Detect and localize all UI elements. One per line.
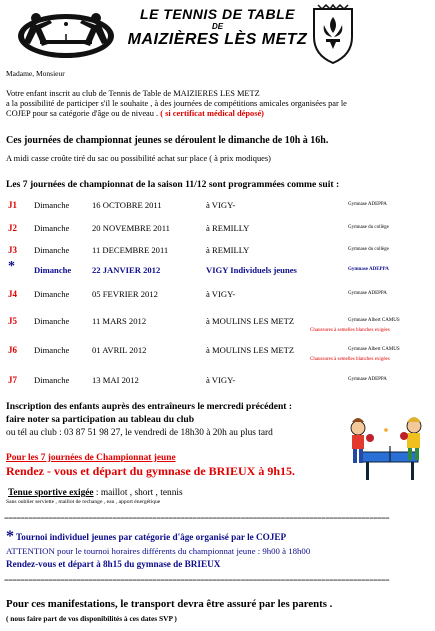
journee-gym: Gymnase ADEPPA bbox=[348, 291, 387, 296]
journee-gym: Gymnase Albert CAMUS bbox=[348, 347, 400, 352]
journee-day: Dimanche bbox=[34, 289, 70, 299]
journee-place: à VIGY- bbox=[206, 375, 236, 385]
journee-day: Dimanche bbox=[34, 265, 72, 275]
program-title: Les 7 journées de championnat de la saison 11/12 sont programmées comme suit : bbox=[6, 179, 340, 190]
star-marker: * bbox=[8, 259, 15, 274]
tournoi-star: * bbox=[6, 528, 14, 545]
journee-number: J7 bbox=[8, 375, 17, 385]
journee-number: J4 bbox=[8, 289, 17, 299]
town-crest-icon bbox=[310, 3, 356, 65]
header-town: MAIZIÈRES LÈS METZ bbox=[127, 31, 308, 48]
schedule-row bbox=[0, 345, 435, 365]
club-logo bbox=[10, 4, 122, 64]
kids-ping-pong-illustration bbox=[344, 408, 430, 488]
journee-place: à MOULINS LES METZ bbox=[206, 345, 295, 355]
journee-gym: Gymnase du collège bbox=[348, 225, 389, 230]
journee-gym: Gymnase Albert CAMUS bbox=[348, 318, 400, 323]
inscription-line1: Inscription des enfants auprès des entraîneurs le mercredi précédent : bbox=[6, 401, 293, 412]
schedule-row bbox=[0, 289, 435, 301]
tenue-line2: Sans oublier serviette , maillot de rechange , eau , apport énergétique bbox=[6, 499, 161, 505]
tenue-label: Tenue sportive exigée bbox=[8, 488, 94, 498]
schedule-row bbox=[0, 200, 435, 212]
journee-number: J6 bbox=[8, 345, 17, 355]
tenue-line bbox=[8, 488, 183, 498]
separator-top: ================================================================================================ bbox=[4, 514, 390, 523]
journee-place: à VIGY- bbox=[206, 200, 236, 210]
intro-line3 bbox=[6, 109, 264, 119]
journee-date: 13 MAI 2012 bbox=[92, 375, 139, 385]
journee-day: Dimanche bbox=[34, 200, 70, 210]
shoes-note: Chaussures à semelles blanches exigées bbox=[310, 328, 390, 333]
journee-number: J1 bbox=[8, 200, 17, 210]
journee-place: à VIGY- bbox=[206, 289, 236, 299]
journee-date: 01 AVRIL 2012 bbox=[92, 345, 147, 355]
journee-date: 20 NOVEMBRE 2011 bbox=[92, 223, 170, 233]
tournoi-line3: Rendez-vous et départ à 8h15 du gymnase de BRIEUX bbox=[6, 559, 221, 569]
journee-date: 11 MARS 2012 bbox=[92, 316, 147, 326]
header-title: LE TENNIS DE TABLE bbox=[140, 6, 295, 22]
journee-gym: Gymnase ADEPPA bbox=[348, 377, 387, 382]
medical-certificate-note: ( si certificat médical déposé) bbox=[160, 109, 264, 118]
journee-day: Dimanche bbox=[34, 316, 70, 326]
journee-day: Dimanche bbox=[34, 345, 70, 355]
journee-gym: Gymnase ADEPPA bbox=[348, 202, 387, 207]
schedule-row bbox=[0, 375, 435, 387]
tournoi-line1: Tournoi individuel jeunes par catégorie d'âge organisé par le COJEP bbox=[16, 532, 287, 542]
sunday-info: Ces journées de championnat jeunes se déroulent le dimanche de 10h à 16h. bbox=[6, 135, 329, 146]
availability-note: ( nous faire part de vos disponibilités à ces dates SVP ) bbox=[6, 614, 177, 623]
schedule-row-individuals bbox=[0, 259, 435, 277]
journee-date: 05 FEVRIER 2012 bbox=[92, 289, 158, 299]
journee-gym: Gymnase ADEPPA bbox=[348, 267, 389, 272]
intro-line3-text: COJEP pour sa catégorie d'âge ou de niveau . bbox=[6, 109, 161, 118]
club-header bbox=[120, 6, 315, 49]
tournoi-line2: ATTENTION pour le tournoi horaires différents du championnat jeune : 9h00 à 18h00 bbox=[6, 546, 311, 556]
journee-number: J5 bbox=[8, 316, 17, 326]
schedule-row bbox=[0, 223, 435, 235]
journee-place: à REMILLY bbox=[206, 223, 250, 233]
journee-date: 16 OCTOBRE 2011 bbox=[92, 200, 162, 210]
intro-line2: a la possibilité de participer s'il le souhaite , à des journées de compétitions amicales organisées par le bbox=[6, 99, 347, 108]
journee-gym: Gymnase du collège bbox=[348, 247, 389, 252]
journee-date: 22 JANVIER 2012 bbox=[92, 265, 161, 275]
rdv-line1: Pour les 7 journées de Championnat jeune bbox=[6, 453, 176, 463]
journee-place: à MOULINS LES METZ bbox=[206, 316, 295, 326]
transport-note: Pour ces manifestations, le transport devra être assuré par les parents . bbox=[6, 598, 333, 610]
schedule-row bbox=[0, 245, 435, 257]
journee-day: Dimanche bbox=[34, 375, 70, 385]
inscription-line2: faire noter sa participation au tableau du club bbox=[6, 414, 195, 425]
lunch-info: A midi casse croûte tiré du sac ou possibilité achat sur place ( à prix modiques) bbox=[6, 154, 271, 163]
separator-bottom: ================================================================================================ bbox=[4, 576, 390, 585]
salutation: Madame, Monsieur bbox=[6, 69, 65, 78]
journee-day: Dimanche bbox=[34, 223, 70, 233]
journee-date: 11 DECEMBRE 2011 bbox=[92, 245, 169, 255]
tenue-items: : maillot , short , tennis bbox=[93, 488, 183, 498]
journee-day: Dimanche bbox=[34, 245, 70, 255]
journee-place: VIGY Individuels jeunes bbox=[206, 265, 297, 275]
journee-number: J2 bbox=[8, 223, 17, 233]
journee-number: J3 bbox=[8, 245, 17, 255]
rdv-line2: Rendez - vous et départ du gymnase de BRIEUX à 9h15. bbox=[6, 464, 296, 478]
intro-line1: Votre enfant inscrit au club de Tennis de Table de MAIZIERES LES METZ bbox=[6, 89, 260, 98]
shoes-note: Chaussures à semelles blanches exigées bbox=[310, 357, 390, 362]
inscription-line3: ou tél au club : 03 87 51 98 27, le vendredi de 18h30 à 20h au plus tard bbox=[6, 428, 273, 438]
journee-place: à REMILLY bbox=[206, 245, 250, 255]
schedule-row bbox=[0, 316, 435, 336]
header-de: DE bbox=[211, 22, 224, 31]
